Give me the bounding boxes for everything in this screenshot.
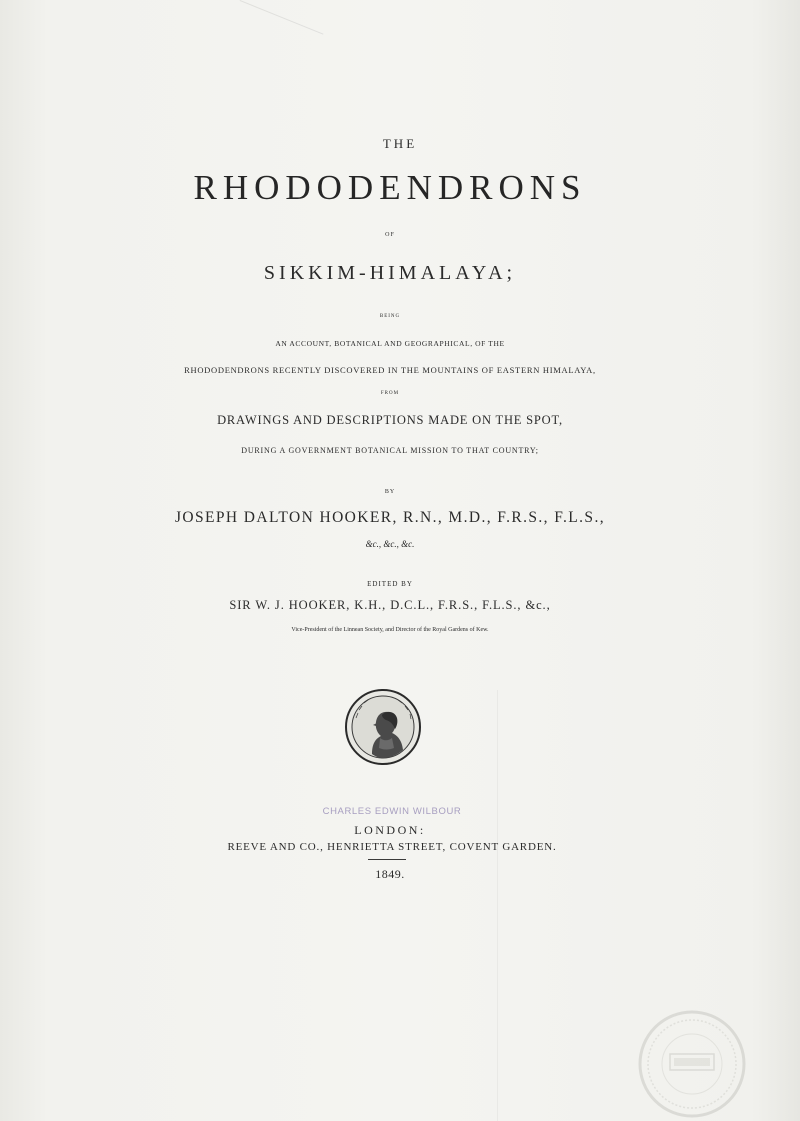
- edited-by-text: EDITED BY: [367, 580, 413, 588]
- author-name: JOSEPH DALTON HOOKER, R.N., M.D., F.R.S., F.L.S.,: [174, 509, 605, 526]
- title-of: OF: [385, 232, 395, 238]
- account-text: AN ACCOUNT, BOTANICAL AND GEOGRAPHICAL, OF THE: [275, 339, 505, 348]
- imprint-publisher: REEVE AND CO., HENRIETTA STREET, COVENT GARDEN.: [227, 841, 557, 853]
- library-ownership-stamp: CHARLES EDWIN WILBOUR: [322, 806, 462, 817]
- subtitle: SIKKIM-HIMALAYA;: [263, 262, 517, 284]
- title-article: THE: [382, 136, 418, 151]
- portrait-medallion-icon: [344, 688, 422, 766]
- editor-role: Vice-President of the Linnean Society, and Director of the Royal Gardens of Kew.: [291, 627, 489, 633]
- being-text: BEING: [379, 314, 401, 319]
- imprint-year: 1849.: [375, 867, 405, 881]
- imprint-rule: [368, 859, 406, 860]
- by-text: BY: [384, 489, 396, 495]
- imprint-city: LONDON:: [354, 823, 426, 837]
- library-emboss-seal-icon: [636, 1008, 748, 1120]
- paper-crease: [221, 0, 324, 81]
- paper-fold: [497, 690, 498, 1121]
- author-etc: &c., &c., &c.: [365, 539, 415, 549]
- drawings-text: DRAWINGS AND DESCRIPTIONS MADE ON THE SPOT,: [217, 413, 563, 427]
- from-text: FROM: [380, 391, 400, 396]
- mission-text: DURING A GOVERNMENT BOTANICAL MISSION TO THAT COUNTRY;: [241, 446, 539, 455]
- editor-name: SIR W. J. HOOKER, K.H., D.C.L., F.R.S., F.L.S., &c.,: [229, 598, 551, 612]
- recent-discovery-text: RHODODENDRONS RECENTLY DISCOVERED IN THE MOUNTAINS OF EASTERN HIMALAYA,: [184, 365, 596, 375]
- main-title: RHODODENDRONS: [193, 168, 587, 207]
